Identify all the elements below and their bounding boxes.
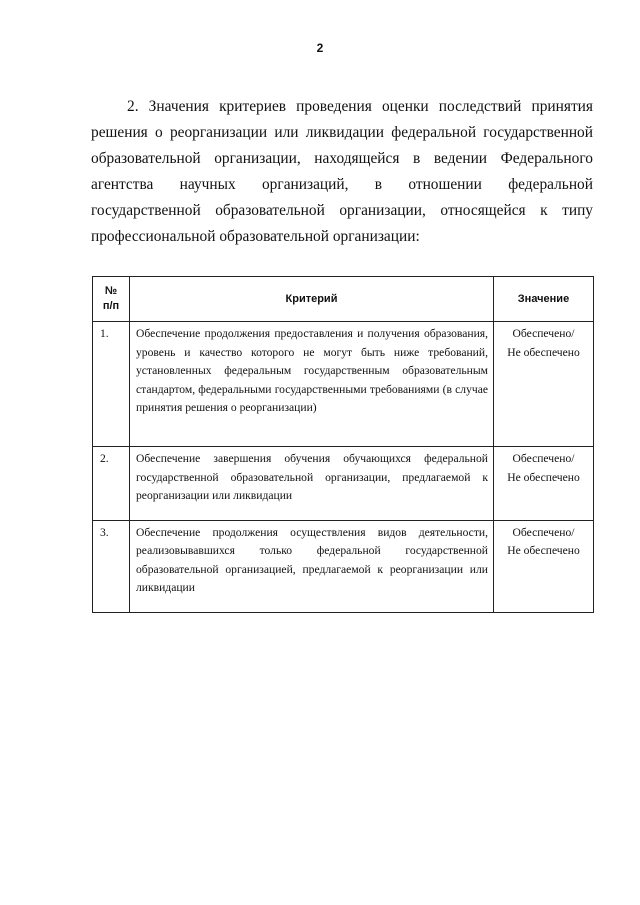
table-header-row [93, 277, 594, 322]
table-row [93, 322, 594, 447]
row-value [494, 322, 594, 447]
header-number-label: п/п [102, 300, 120, 312]
criteria-table [92, 276, 594, 613]
table-row [93, 520, 594, 612]
table-row [93, 447, 594, 521]
row-value-not-ensured: Не обеспечено [507, 470, 580, 484]
row-value [494, 447, 594, 521]
row-value-ensured: Обеспечено/ [512, 525, 575, 539]
row-number: 3. [93, 520, 130, 612]
header-value: Значение [494, 277, 594, 322]
row-value-ensured: Обеспечено/ [512, 327, 575, 340]
row-criterion: Обеспечение продолжения предоставления и получения образования, уровень и качество которого не могут быть ниже требований, установленных федеральным государственным образовательным стандартом, федеральными государственными требованиями (в случае принятия решения о реорганизации) [130, 322, 494, 447]
row-criterion: Обеспечение продолжения осуществления видов деятельности, реализовывавшихся только федеральной государственной образовательной организацией, предлагаемой к реорганизации или ликвидации [130, 520, 494, 612]
row-value [494, 520, 594, 612]
row-number: 1. [93, 322, 130, 447]
row-value-ensured: Обеспечено/ [512, 452, 575, 465]
row-value-not-ensured: Не обеспечено [507, 544, 580, 557]
row-number: 2. [93, 447, 130, 521]
page-number: 2 [316, 41, 324, 55]
row-criterion: Обеспечение завершения обучения обучающихся федеральной государственной образовательной организации, предлагаемой к реорганизации или ликвидации [130, 447, 494, 521]
header-number-symbol: № [104, 285, 118, 297]
row-value-not-ensured: Не обеспечено [507, 345, 580, 359]
intro-paragraph: 2. Значения критериев проведения оценки последствий принятия решения о реорганизации или ликвидации федеральной государственной образовательной организации, находящейся в ведении Федерального агентства научных организаций, в отношении федеральной государственной образовательной организации, относящейся к типу профессиональной образовательной организации: [91, 98, 593, 245]
header-number [93, 277, 130, 322]
header-criterion: Критерий [130, 277, 494, 322]
